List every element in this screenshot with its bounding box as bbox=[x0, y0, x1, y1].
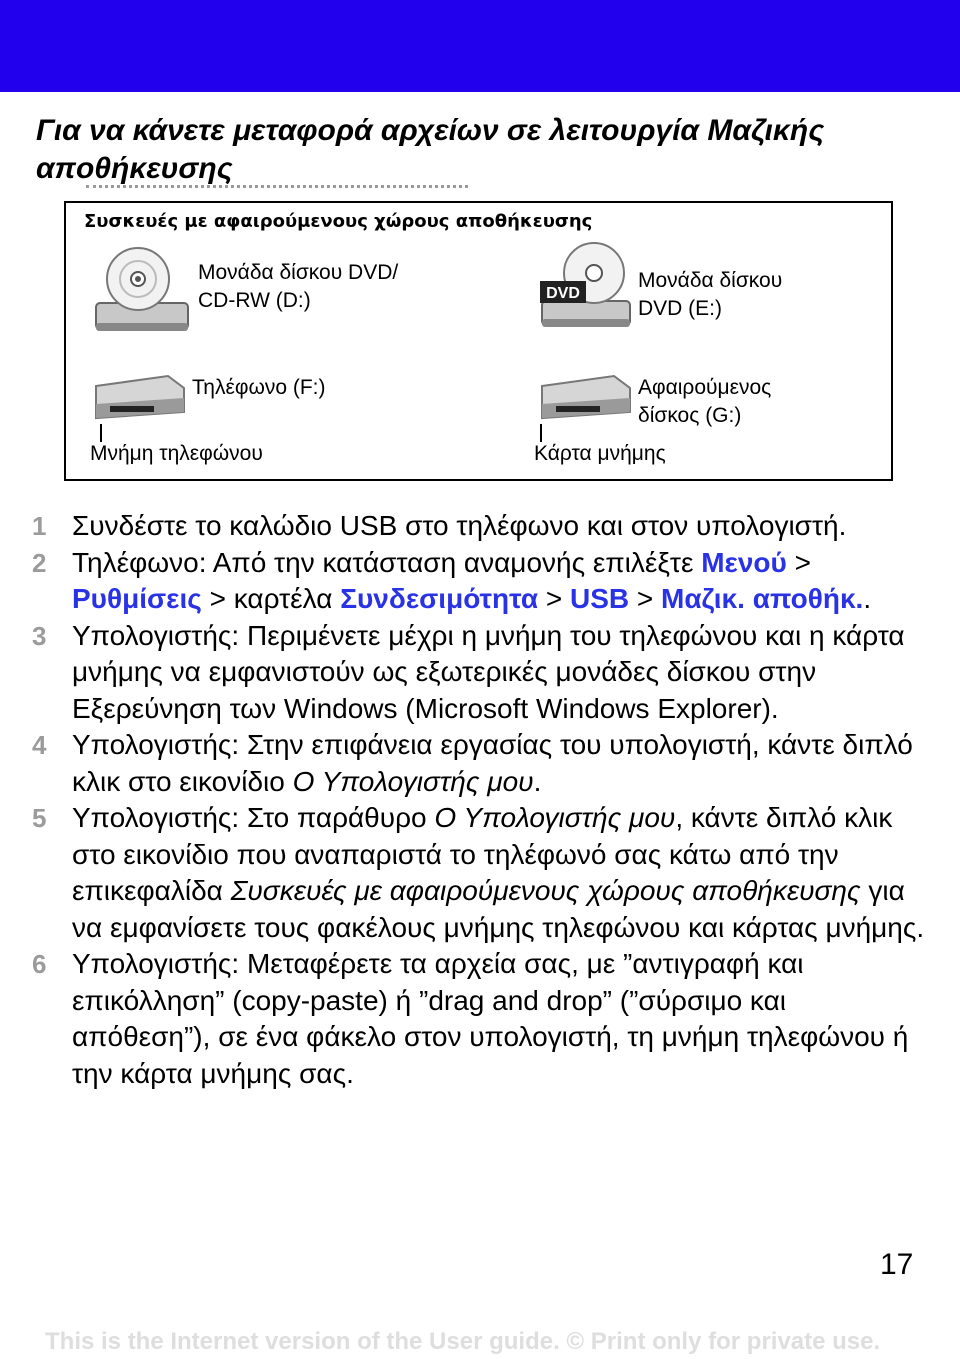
menu-link-connectivity: Συνδεσιμότητα bbox=[340, 583, 539, 614]
step-text: για να εμφανίσετε τους φακέλους μνήμης τηλεφώνου και κάρτας μνήμης. bbox=[72, 875, 925, 943]
device-name: Τηλέφωνο (F:) bbox=[192, 376, 326, 399]
menu-link-usb: USB bbox=[569, 583, 630, 614]
panel-title: Συσκευές με αφαιρούμενους χώρους αποθήκευσης bbox=[84, 211, 593, 232]
step-text: , κάντε διπλό κλικ στο εικονίδιο που αναπαριστά το τηλέφωνό σας κάτω από την επικεφαλίδα bbox=[72, 802, 893, 906]
step-text: Συνδέστε το καλώδιο USB στο τηλέφωνο και στον υπολογιστή. bbox=[72, 510, 847, 541]
step-text: . bbox=[533, 765, 542, 797]
separator: > bbox=[786, 546, 811, 578]
step-text: Υπολογιστής: Μεταφέρετε τα αρχεία σας, με ”αντιγραφή και επικόλληση” (copy-paste) ή ”drag and drop” (”σύρσιμο και απόθεση”), σε ένα φάκελο στον υπολογιστή, τη μνήμη τηλεφώνου ή την κάρτα μνήμης σας. bbox=[72, 948, 909, 1089]
step-text: Υπολογιστής: Στην επιφάνεια εργασίας του υπολογιστή, κάντε διπλό κλικ στο εικονίδιο bbox=[72, 729, 913, 797]
menu-link-mass-storage: Μαζικ. αποθήκ. bbox=[661, 583, 864, 614]
heading-underline bbox=[86, 185, 468, 188]
step-6 bbox=[32, 946, 932, 1092]
step-number: 3 bbox=[32, 620, 47, 651]
devices-panel bbox=[64, 201, 893, 481]
instruction-steps bbox=[32, 508, 932, 1092]
italic-term: Ο Υπολογιστής μου bbox=[292, 765, 534, 797]
removable-drive-icon bbox=[534, 368, 634, 428]
step-3 bbox=[32, 618, 932, 728]
device-subtitle: Κάρτα μνήμης bbox=[534, 442, 666, 465]
step-text: Υπολογιστής: Στο παράθυρο bbox=[72, 802, 435, 833]
device-name: Αφαιρούμενος δίσκος (G:) bbox=[638, 376, 772, 427]
step-1 bbox=[32, 508, 932, 545]
top-color-bar bbox=[0, 0, 960, 92]
step-text: . bbox=[863, 583, 872, 614]
step-4 bbox=[32, 727, 932, 800]
footer-notice: This is the Internet version of the User guide. © Print only for private use. bbox=[45, 1328, 881, 1355]
separator: > bbox=[629, 583, 662, 614]
dvd-drive-icon bbox=[536, 241, 636, 335]
dvd-badge: DVD bbox=[546, 285, 580, 302]
step-text: Υπολογιστής: Περιμένετε μέχρι η μνήμη του τηλεφώνου και η κάρτα μνήμης να εμφανιστούν ως εξωτερικές μονάδες δίσκου στην Εξερεύνηση των Windows (Microsoft Windows Explorer). bbox=[72, 619, 905, 724]
page-heading: Για να κάνετε μεταφορά αρχείων σε λειτουργία Μαζικής αποθήκευσης bbox=[36, 114, 825, 185]
removable-drive-icon bbox=[88, 368, 188, 428]
device-memory-card[interactable] bbox=[534, 368, 884, 473]
step-text: Τηλέφωνο: Από την κατάσταση αναμονής επιλέξτε bbox=[72, 546, 702, 578]
step-number: 1 bbox=[32, 511, 47, 541]
step-number: 2 bbox=[32, 547, 47, 578]
menu-link-settings: Ρυθμίσεις bbox=[72, 583, 202, 614]
step-number: 4 bbox=[32, 730, 47, 760]
cd-drive-icon bbox=[88, 245, 192, 339]
step-text: > καρτέλα bbox=[201, 583, 341, 614]
step-number: 6 bbox=[32, 949, 47, 979]
step-5 bbox=[32, 800, 932, 946]
separator: > bbox=[538, 583, 570, 614]
page-number: 17 bbox=[880, 1248, 914, 1281]
device-name: Μονάδα δίσκου DVD (E:) bbox=[638, 269, 783, 320]
step-number: 5 bbox=[32, 803, 47, 833]
device-cd-drive[interactable] bbox=[88, 245, 468, 340]
italic-term: Ο Υπολογιστής μου bbox=[434, 802, 676, 833]
device-dvd-drive[interactable] bbox=[536, 241, 886, 341]
device-subtitle: Μνήμη τηλεφώνου bbox=[90, 442, 263, 465]
italic-term: Συσκευές με αφαιρούμενους χώρους αποθήκευσης bbox=[230, 875, 861, 906]
menu-link-menu: Μενού bbox=[701, 546, 787, 578]
device-phone-memory[interactable] bbox=[88, 368, 468, 473]
step-2 bbox=[32, 545, 932, 618]
device-name: Μονάδα δίσκου DVD/ CD-RW (D:) bbox=[198, 261, 399, 312]
